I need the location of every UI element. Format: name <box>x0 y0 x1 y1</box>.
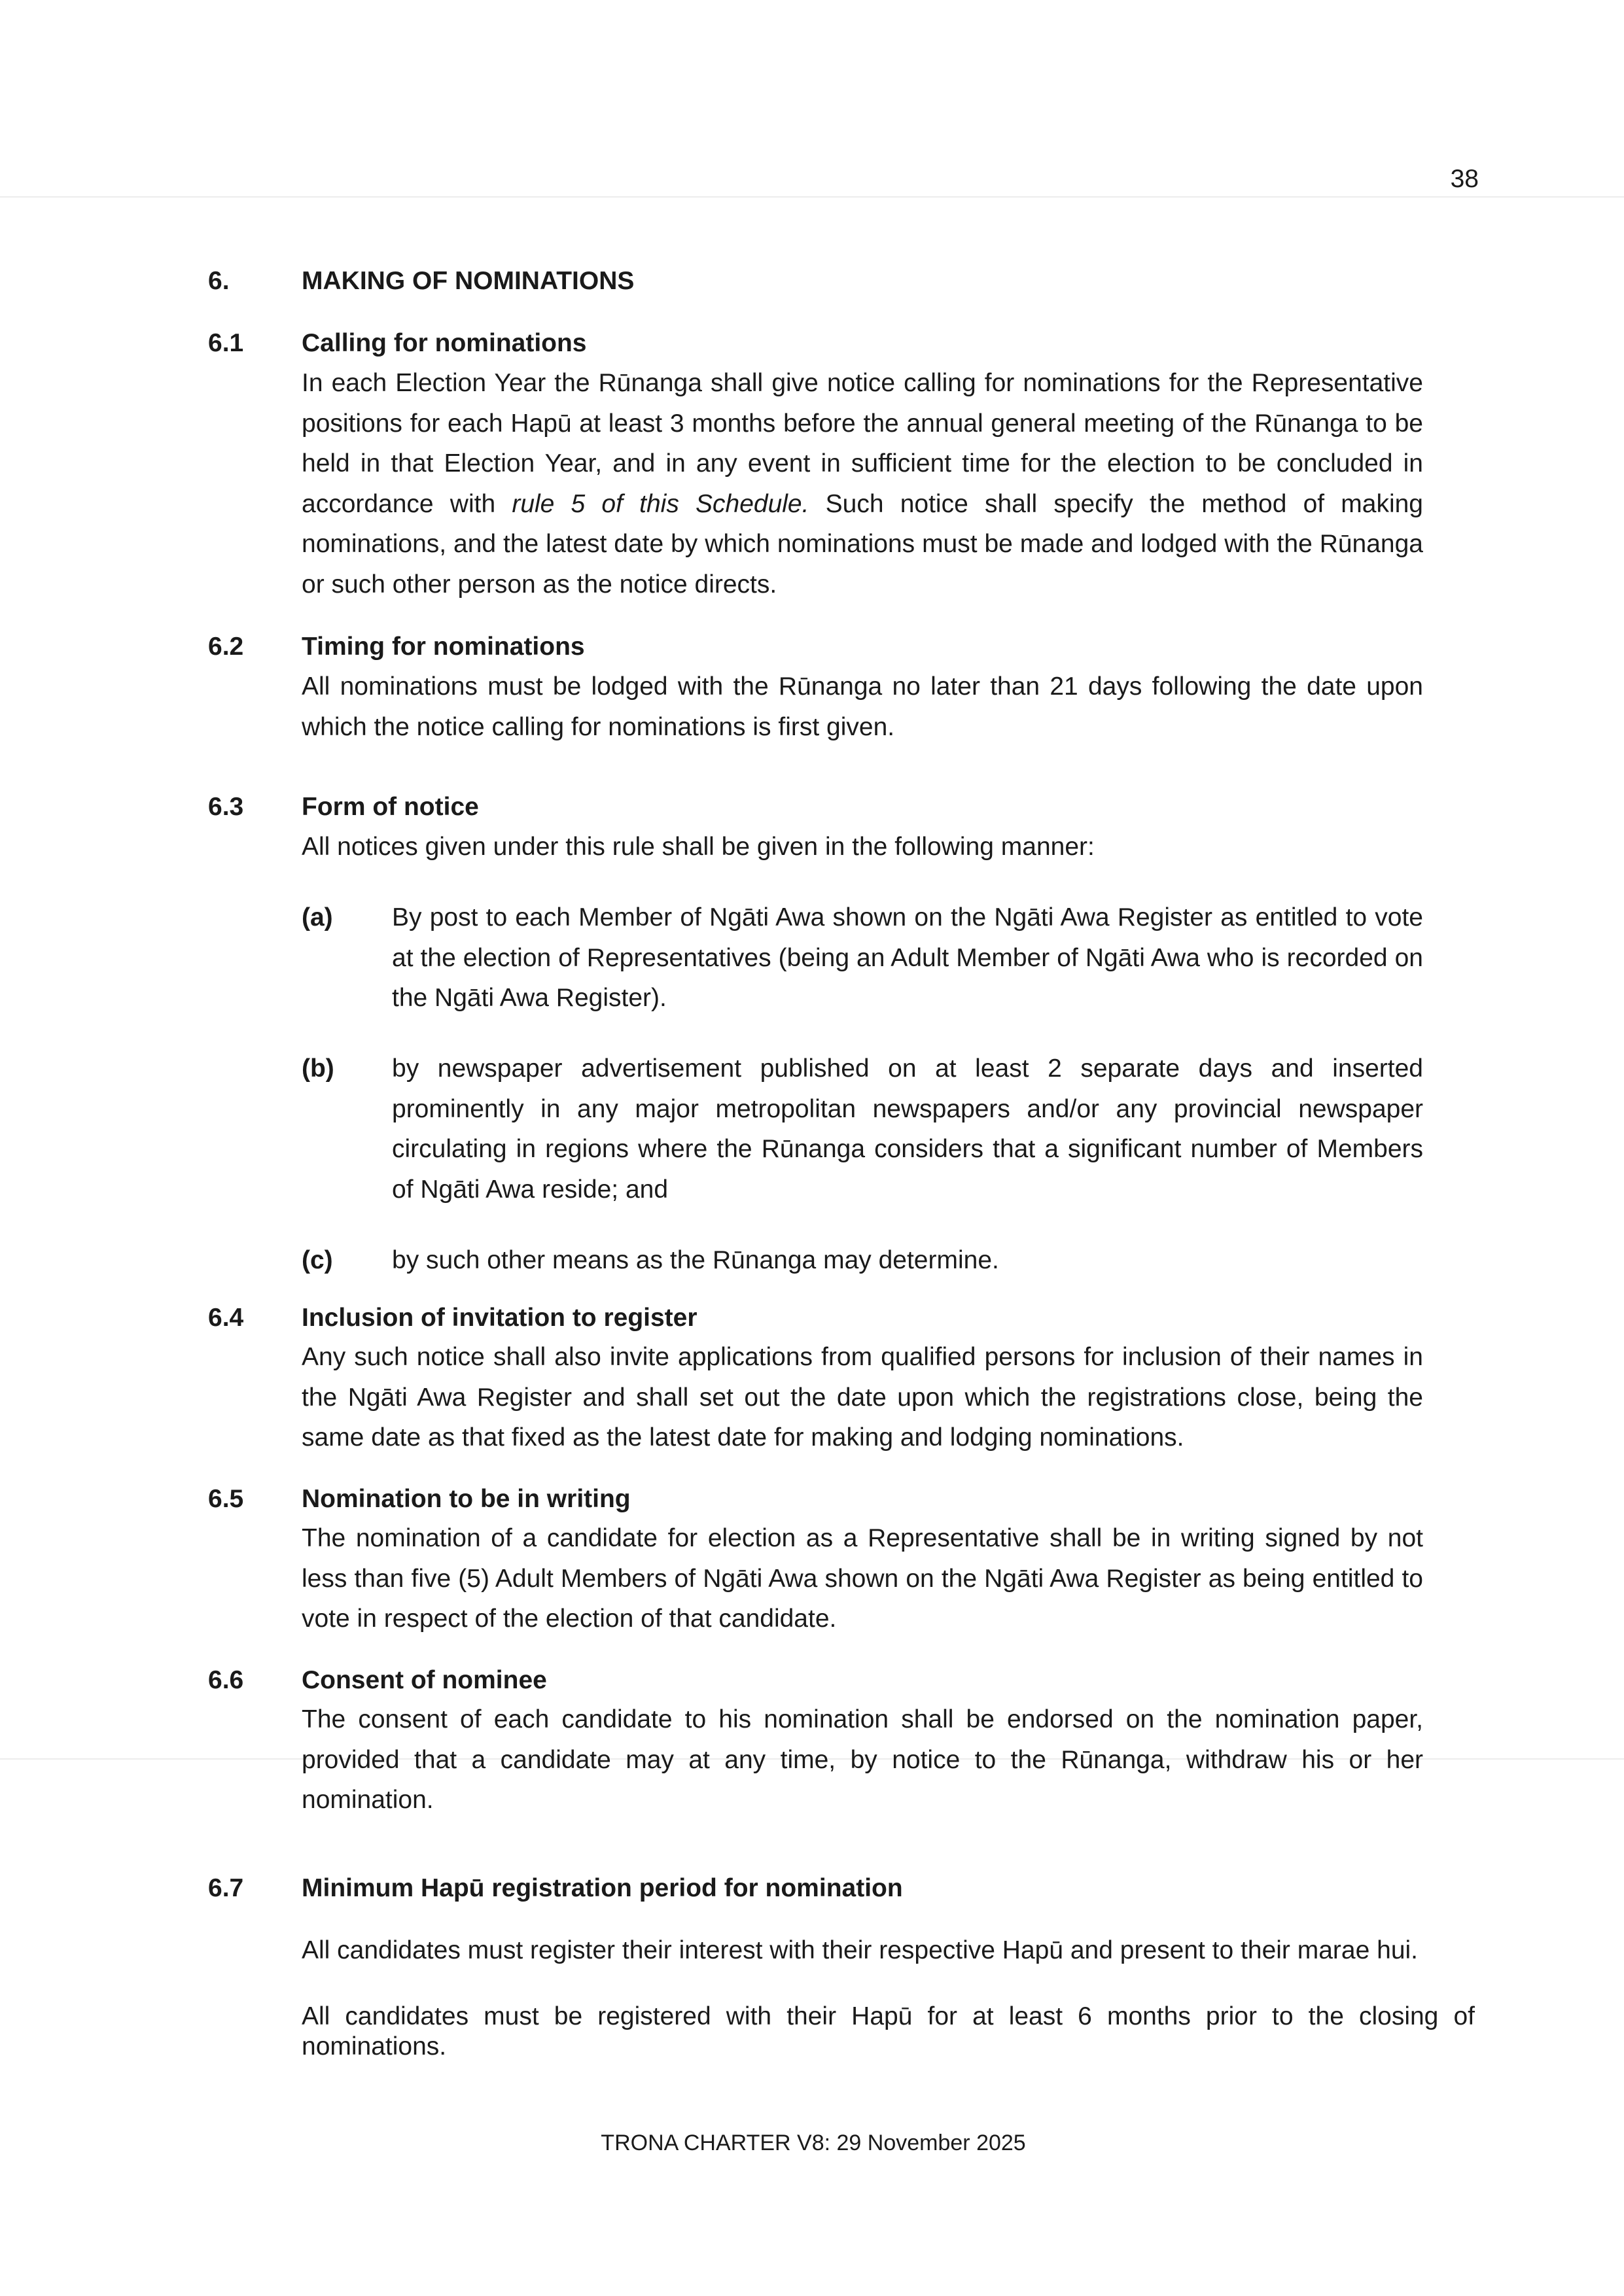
item-text: by newspaper advertisement published on at least 2 separate days and inserted prominently in any major metropolitan newspapers and/or any provincial newspaper circulating in regions where the Rūnanga considers that a significant number of Members of Ngāti Awa reside; and <box>392 1054 1423 1204</box>
clause-title: Nomination to be in writing <box>302 1485 631 1513</box>
clause-6-1-rule-reference: rule 5 of this Schedule. <box>512 489 809 518</box>
clause-title: Timing for nominations <box>302 633 585 661</box>
clause-6-7-text-2: All candidates must be registered with their Hapū for at least 6 months prior to the closing of nominations. <box>302 2002 1475 2061</box>
clause-title: Inclusion of invitation to register <box>302 1304 697 1332</box>
clause-number: 6.7 <box>208 1874 244 1902</box>
clause-6-7-text-1: All candidates must register their interest with their respective Hapū and present to their marae hui. <box>302 1936 1419 1964</box>
item-label: (a) <box>302 903 333 931</box>
section-title: MAKING OF NOMINATIONS <box>302 267 635 295</box>
clause-number: 6.2 <box>208 633 244 661</box>
page-number: 38 <box>1450 165 1479 193</box>
clause-title: Consent of nominee <box>302 1666 547 1694</box>
clause-title: Form of notice <box>302 793 479 821</box>
clause-6-4-text: Any such notice shall also invite applications from qualified persons for inclusion of their names in the Ngāti Awa Register and shall set out the date upon which the registrations close, being the same date as that fixed as the latest date for making and lodging nominations. <box>302 1343 1423 1452</box>
clause-6-1-text-a: In each Election Year the Rūnanga shall give notice calling for nominations for the Representative positions for each Hapū at least 3 months before the annual general meeting of the Rūnanga to be held in that Election Year, and in any event in sufficient time for the election to be concluded in accordance with <box>302 369 1423 518</box>
clause-6-1-text <box>302 363 1423 604</box>
clause-title: Calling for nominations <box>302 329 587 357</box>
clause-title: Minimum Hapū registration period for nomination <box>302 1874 903 1902</box>
clause-number: 6.5 <box>208 1485 244 1513</box>
item-label: (b) <box>302 1054 334 1083</box>
section-heading <box>208 267 634 296</box>
clause-number: 6.4 <box>208 1304 244 1332</box>
clause-number: 6.6 <box>208 1666 244 1694</box>
clause-number: 6.1 <box>208 329 244 357</box>
item-text: by such other means as the Rūnanga may determine. <box>392 1246 999 1274</box>
clause-6-1-text-b: Such notice shall specify the method of making nominations, and the latest date by which nominations must be made and lodged with the Rūnanga or such other person as the notice directs. <box>302 489 1423 599</box>
item-label: (c) <box>302 1246 333 1274</box>
clause-6-3-text: All notices given under this rule shall be given in the following manner: <box>302 833 1095 861</box>
clause-6-2-text: All nominations must be lodged with the Rūnanga no later than 21 days following the date upon which the notice calling for nominations is first given. <box>302 672 1423 741</box>
clause-6-5-text: The nomination of a candidate for election as a Representative shall be in writing signed by not less than five (5) Adult Members of Ngāti Awa shown on the Ngāti Awa Register as being entitled to vote in respect of the election of that candidate. <box>302 1524 1423 1633</box>
clause-6-6-text: The consent of each candidate to his nomination shall be endorsed on the nomination paper, provided that a candidate may at any time, by notice to the Rūnanga, withdraw his or her nomination. <box>302 1705 1423 1814</box>
item-text: By post to each Member of Ngāti Awa shown on the Ngāti Awa Register as entitled to vote at the election of Representatives (being an Adult Member of Ngāti Awa who is recorded on the Ngāti Awa Register). <box>392 903 1423 1012</box>
page-footer: TRONA CHARTER V8: 29 November 2025 <box>601 2131 1026 2155</box>
clause-number: 6.3 <box>208 793 244 821</box>
scan-line-top <box>0 196 1624 198</box>
section-number: 6. <box>208 267 230 295</box>
